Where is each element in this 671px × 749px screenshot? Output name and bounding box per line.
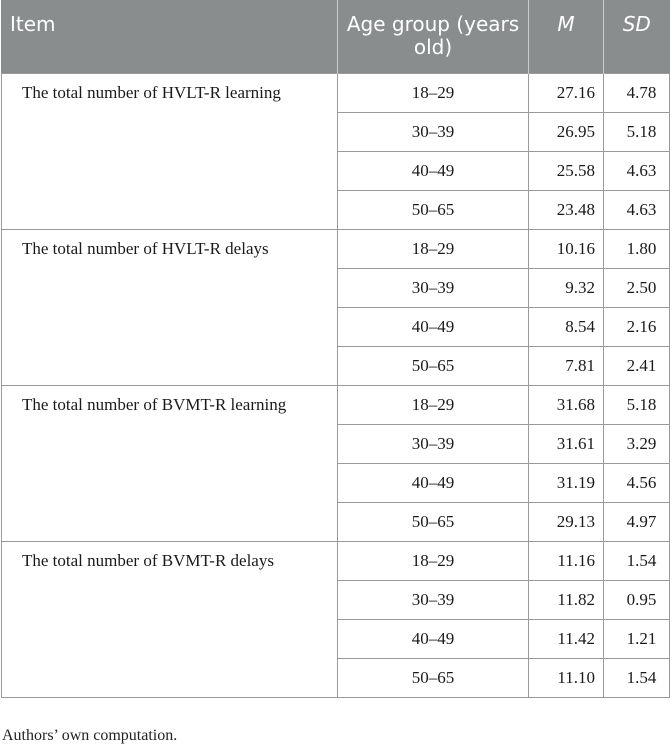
mean-cell: 31.19: [529, 463, 604, 502]
mean-cell: 10.16: [529, 229, 604, 268]
sd-cell: 5.18: [604, 112, 670, 151]
mean-cell: 11.42: [529, 619, 604, 658]
age-group-cell: 40–49: [338, 619, 529, 658]
age-group-cell: 18–29: [338, 541, 529, 580]
age-group-cell: 50–65: [338, 502, 529, 541]
age-group-cell: 18–29: [338, 229, 529, 268]
sd-cell: 4.78: [604, 73, 670, 112]
item-cell: The total number of BVMT-R learning: [2, 385, 338, 541]
sd-cell: 3.29: [604, 424, 670, 463]
sd-cell: 4.63: [604, 190, 670, 229]
sd-cell: 1.54: [604, 658, 670, 697]
age-group-cell: 30–39: [338, 112, 529, 151]
item-cell: The total number of HVLT-R learning: [2, 73, 338, 229]
mean-cell: 7.81: [529, 346, 604, 385]
table-header: [2, 0, 670, 73]
age-group-cell: 30–39: [338, 424, 529, 463]
mean-cell: 29.13: [529, 502, 604, 541]
sd-cell: 1.54: [604, 541, 670, 580]
mean-cell: 11.82: [529, 580, 604, 619]
mean-cell: 11.16: [529, 541, 604, 580]
header-age-group: Age group (years old): [338, 0, 529, 73]
age-group-cell: 40–49: [338, 151, 529, 190]
mean-cell: 31.61: [529, 424, 604, 463]
header-sd: [604, 0, 670, 73]
mean-cell: 8.54: [529, 307, 604, 346]
sd-cell: 5.18: [604, 385, 670, 424]
header-mean: [529, 0, 604, 73]
item-cell: The total number of BVMT-R delays: [2, 541, 338, 697]
sd-cell: 0.95: [604, 580, 670, 619]
sd-cell: 4.63: [604, 151, 670, 190]
sd-cell: 1.21: [604, 619, 670, 658]
age-group-cell: 50–65: [338, 190, 529, 229]
mean-cell: 23.48: [529, 190, 604, 229]
age-group-cell: 18–29: [338, 385, 529, 424]
mean-cell: 25.58: [529, 151, 604, 190]
sd-cell: 2.16: [604, 307, 670, 346]
table-row: [2, 229, 670, 268]
sd-cell: 4.97: [604, 502, 670, 541]
table-body: [2, 73, 670, 697]
sd-cell: 2.50: [604, 268, 670, 307]
sd-cell: 4.56: [604, 463, 670, 502]
sd-cell: 2.41: [604, 346, 670, 385]
age-group-cell: 30–39: [338, 268, 529, 307]
age-group-cell: 50–65: [338, 658, 529, 697]
header-sd-label: SD: [622, 12, 651, 36]
table-footnote: Authors’ own computation.: [2, 727, 178, 744]
age-group-cell: 40–49: [338, 307, 529, 346]
age-group-cell: 50–65: [338, 346, 529, 385]
mean-cell: 31.68: [529, 385, 604, 424]
table-row: [2, 541, 670, 580]
age-group-cell: 30–39: [338, 580, 529, 619]
table-container: [1, 0, 669, 698]
item-cell: The total number of HVLT-R delays: [2, 229, 338, 385]
header-item: Item: [2, 0, 338, 73]
mean-cell: 27.16: [529, 73, 604, 112]
header-row: [2, 0, 670, 73]
mean-cell: 11.10: [529, 658, 604, 697]
statistics-table: [1, 0, 670, 698]
sd-cell: 1.80: [604, 229, 670, 268]
header-mean-label: M: [557, 12, 575, 36]
mean-cell: 26.95: [529, 112, 604, 151]
age-group-cell: 40–49: [338, 463, 529, 502]
mean-cell: 9.32: [529, 268, 604, 307]
table-row: [2, 385, 670, 424]
table-row: [2, 73, 670, 112]
age-group-cell: 18–29: [338, 73, 529, 112]
